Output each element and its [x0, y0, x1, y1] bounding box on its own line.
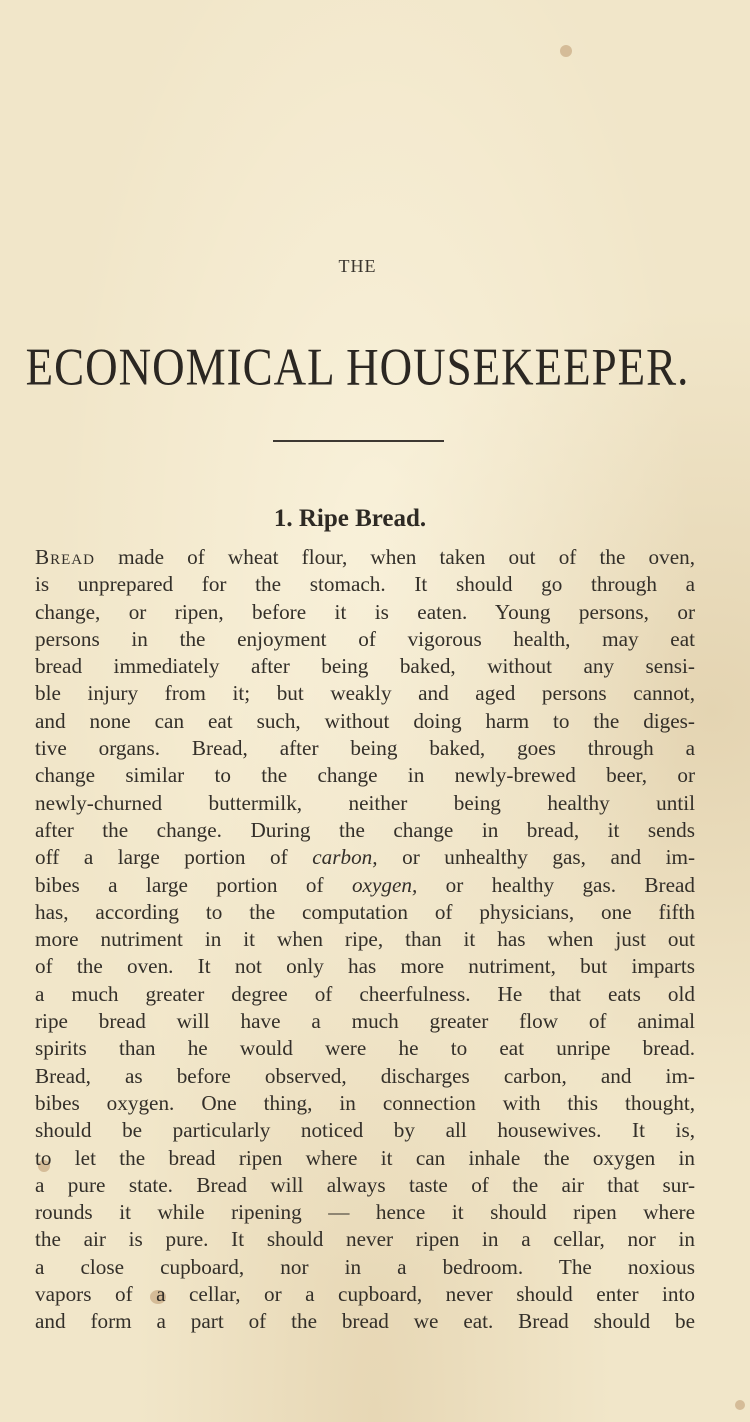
text-line: ripe bread will have a much greater flow of animal	[35, 1009, 695, 1034]
text-line: after the change. During the change in bread, it sends	[35, 817, 695, 842]
body-paragraph	[35, 544, 695, 1336]
drop-word: Bread	[35, 545, 95, 569]
book-title: ECONOMICAL HOUSEKEEPER.	[25, 337, 690, 397]
text-line: vapors of a cellar, or a cupboard, never should enter into	[35, 1282, 695, 1307]
text-line: bread immediately after being baked, without any sensi-	[35, 654, 695, 679]
text-line: newly-churned buttermilk, neither being healthy until	[35, 790, 695, 815]
paper-stain	[560, 45, 572, 57]
text-line: bibes a large portion of oxygen, or healthy gas. Bread	[35, 872, 695, 897]
section-heading: 1. Ripe Bread.	[273, 505, 427, 532]
title-divider	[273, 440, 444, 442]
text-line: change similar to the change in newly-brewed beer, or	[35, 763, 695, 788]
text-line: spirits than he would were he to eat unripe bread.	[35, 1036, 695, 1061]
text-line: more nutriment in it when ripe, than it has when just out	[35, 927, 695, 952]
text-line: has, according to the computation of physicians, one fifth	[35, 899, 695, 924]
text-line: and form a part of the bread we eat. Bread should be	[35, 1309, 695, 1334]
text-line: a pure state. Bread will always taste of the air that sur-	[35, 1172, 695, 1197]
text-line: off a large portion of carbon, or unhealthy gas, and im-	[35, 845, 695, 870]
paper-stain	[735, 1400, 745, 1410]
text-line: of the oven. It not only has more nutriment, but imparts	[35, 954, 695, 979]
italic-term: oxygen,	[351, 872, 418, 897]
text-line: Bread made of wheat flour, when taken out of the oven,	[35, 545, 695, 569]
text-line: tive organs. Bread, after being baked, goes through a	[35, 736, 695, 761]
text-line: the air is pure. It should never ripen in a cellar, nor in	[35, 1227, 695, 1252]
text-line: ble injury from it; but weakly and aged persons cannot,	[35, 681, 695, 706]
text-line: a much greater degree of cheerfulness. He that eats old	[35, 981, 695, 1006]
text-line: rounds it while ripening — hence it should ripen where	[35, 1200, 695, 1225]
book-title-prefix: THE	[338, 256, 377, 276]
text-line: and none can eat such, without doing harm to the diges-	[35, 708, 695, 733]
text-line: Bread, as before observed, discharges carbon, and im-	[35, 1063, 695, 1088]
italic-term: carbon,	[312, 845, 378, 870]
text-line: is unprepared for the stomach. It should go through a	[35, 572, 695, 597]
text-line: to let the bread ripen where it can inhale the oxygen in	[35, 1145, 695, 1170]
text-line: bibes oxygen. One thing, in connection with this thought,	[35, 1090, 695, 1115]
text-line: persons in the enjoyment of vigorous health, may eat	[35, 626, 695, 651]
text-line: should be particularly noticed by all housewives. It is,	[35, 1118, 695, 1143]
text-line: a close cupboard, nor in a bedroom. The noxious	[35, 1254, 695, 1279]
text-line: change, or ripen, before it is eaten. Young persons, or	[35, 599, 695, 624]
